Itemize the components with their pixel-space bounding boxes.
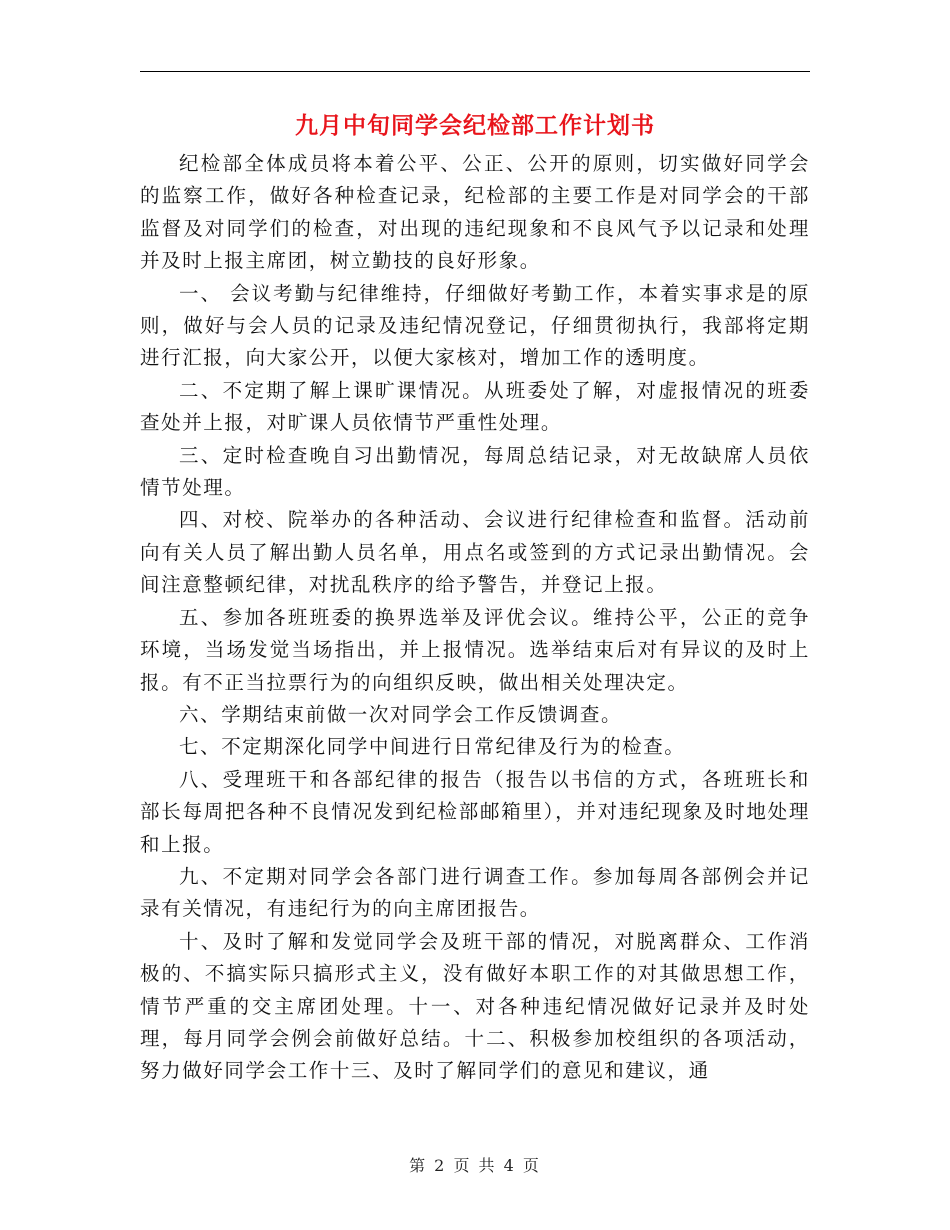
document-body bbox=[140, 148, 810, 1088]
paragraph-item-6: 六、学期结束前做一次对同学会工作反馈调查。 bbox=[179, 702, 623, 726]
paragraph-intro: 纪检部全体成员将本着公平、公正、公开的原则，切实做好同学会的监察工作，做好各种检查记录，纪检部的主要工作是对同学会的干部监督及对同学们的检查，对出现的违纪现象和不良风气予以记录和处理并及时上报主席团，树立勤技的良好形象。 bbox=[140, 152, 810, 273]
paragraph-item-1: 一、 会议考勤与纪律维持，仔细做好考勤工作，本着实事求是的原则，做好与会人员的记录及违纪情况登记，仔细贯彻执行，我部将定期进行汇报，向大家公开，以便大家核对，增加工作的透明度。 bbox=[140, 281, 810, 370]
page-number-footer: 第 2 页 共 4 页 bbox=[409, 1156, 541, 1175]
header-rule bbox=[140, 71, 810, 72]
document-title: 九月中旬同学会纪检部工作计划书 bbox=[295, 113, 655, 139]
paragraph-item-8: 八、受理班干和各部纪律的报告（报告以书信的方式，各班班长和部长每周把各种不良情况发到纪检部邮箱里），并对违纪现象及时地处理和上报。 bbox=[140, 767, 810, 856]
paragraph-item-3: 三、定时检查晚自习出勤情况，每周总结记录，对无故缺席人员依情节处理。 bbox=[140, 443, 810, 500]
paragraph-item-10: 十、及时了解和发觉同学会及班干部的情况，对脱离群众、工作消极的、不搞实际只搞形式主义，没有做好本职工作的对其做思想工作，情节严重的交主席团处理。十一、对各种违纪情况做好记录并及时处理，每月同学会例会前做好总结。十二、积极参加校组织的各项活动，努力做好同学会工作十三、及时了解同学们的意见和建议，通 bbox=[140, 929, 810, 1083]
paragraph-item-9: 九、不定期对同学会各部门进行调查工作。参加每周各部例会并记录有关情况，有违纪行为的向主席团报告。 bbox=[140, 864, 810, 921]
paragraph-item-4: 四、对校、院举办的各种活动、会议进行纪律检查和监督。活动前向有关人员了解出勤人员名单，用点名或签到的方式记录出勤情况。会间注意整顿纪律，对扰乱秩序的给予警告，并登记上报。 bbox=[140, 508, 810, 597]
paragraph-item-5: 五、参加各班班委的换界选举及评优会议。维持公平，公正的竞争环境，当场发觉当场指出，并上报情况。选举结束后对有异议的及时上报。有不正当拉票行为的向组织反映，做出相关处理决定。 bbox=[140, 605, 810, 694]
paragraph-item-2: 二、不定期了解上课旷课情况。从班委处了解，对虚报情况的班委查处并上报，对旷课人员依情节严重性处理。 bbox=[140, 378, 810, 435]
paragraph-item-7: 七、不定期深化同学中间进行日常纪律及行为的检查。 bbox=[179, 735, 686, 759]
